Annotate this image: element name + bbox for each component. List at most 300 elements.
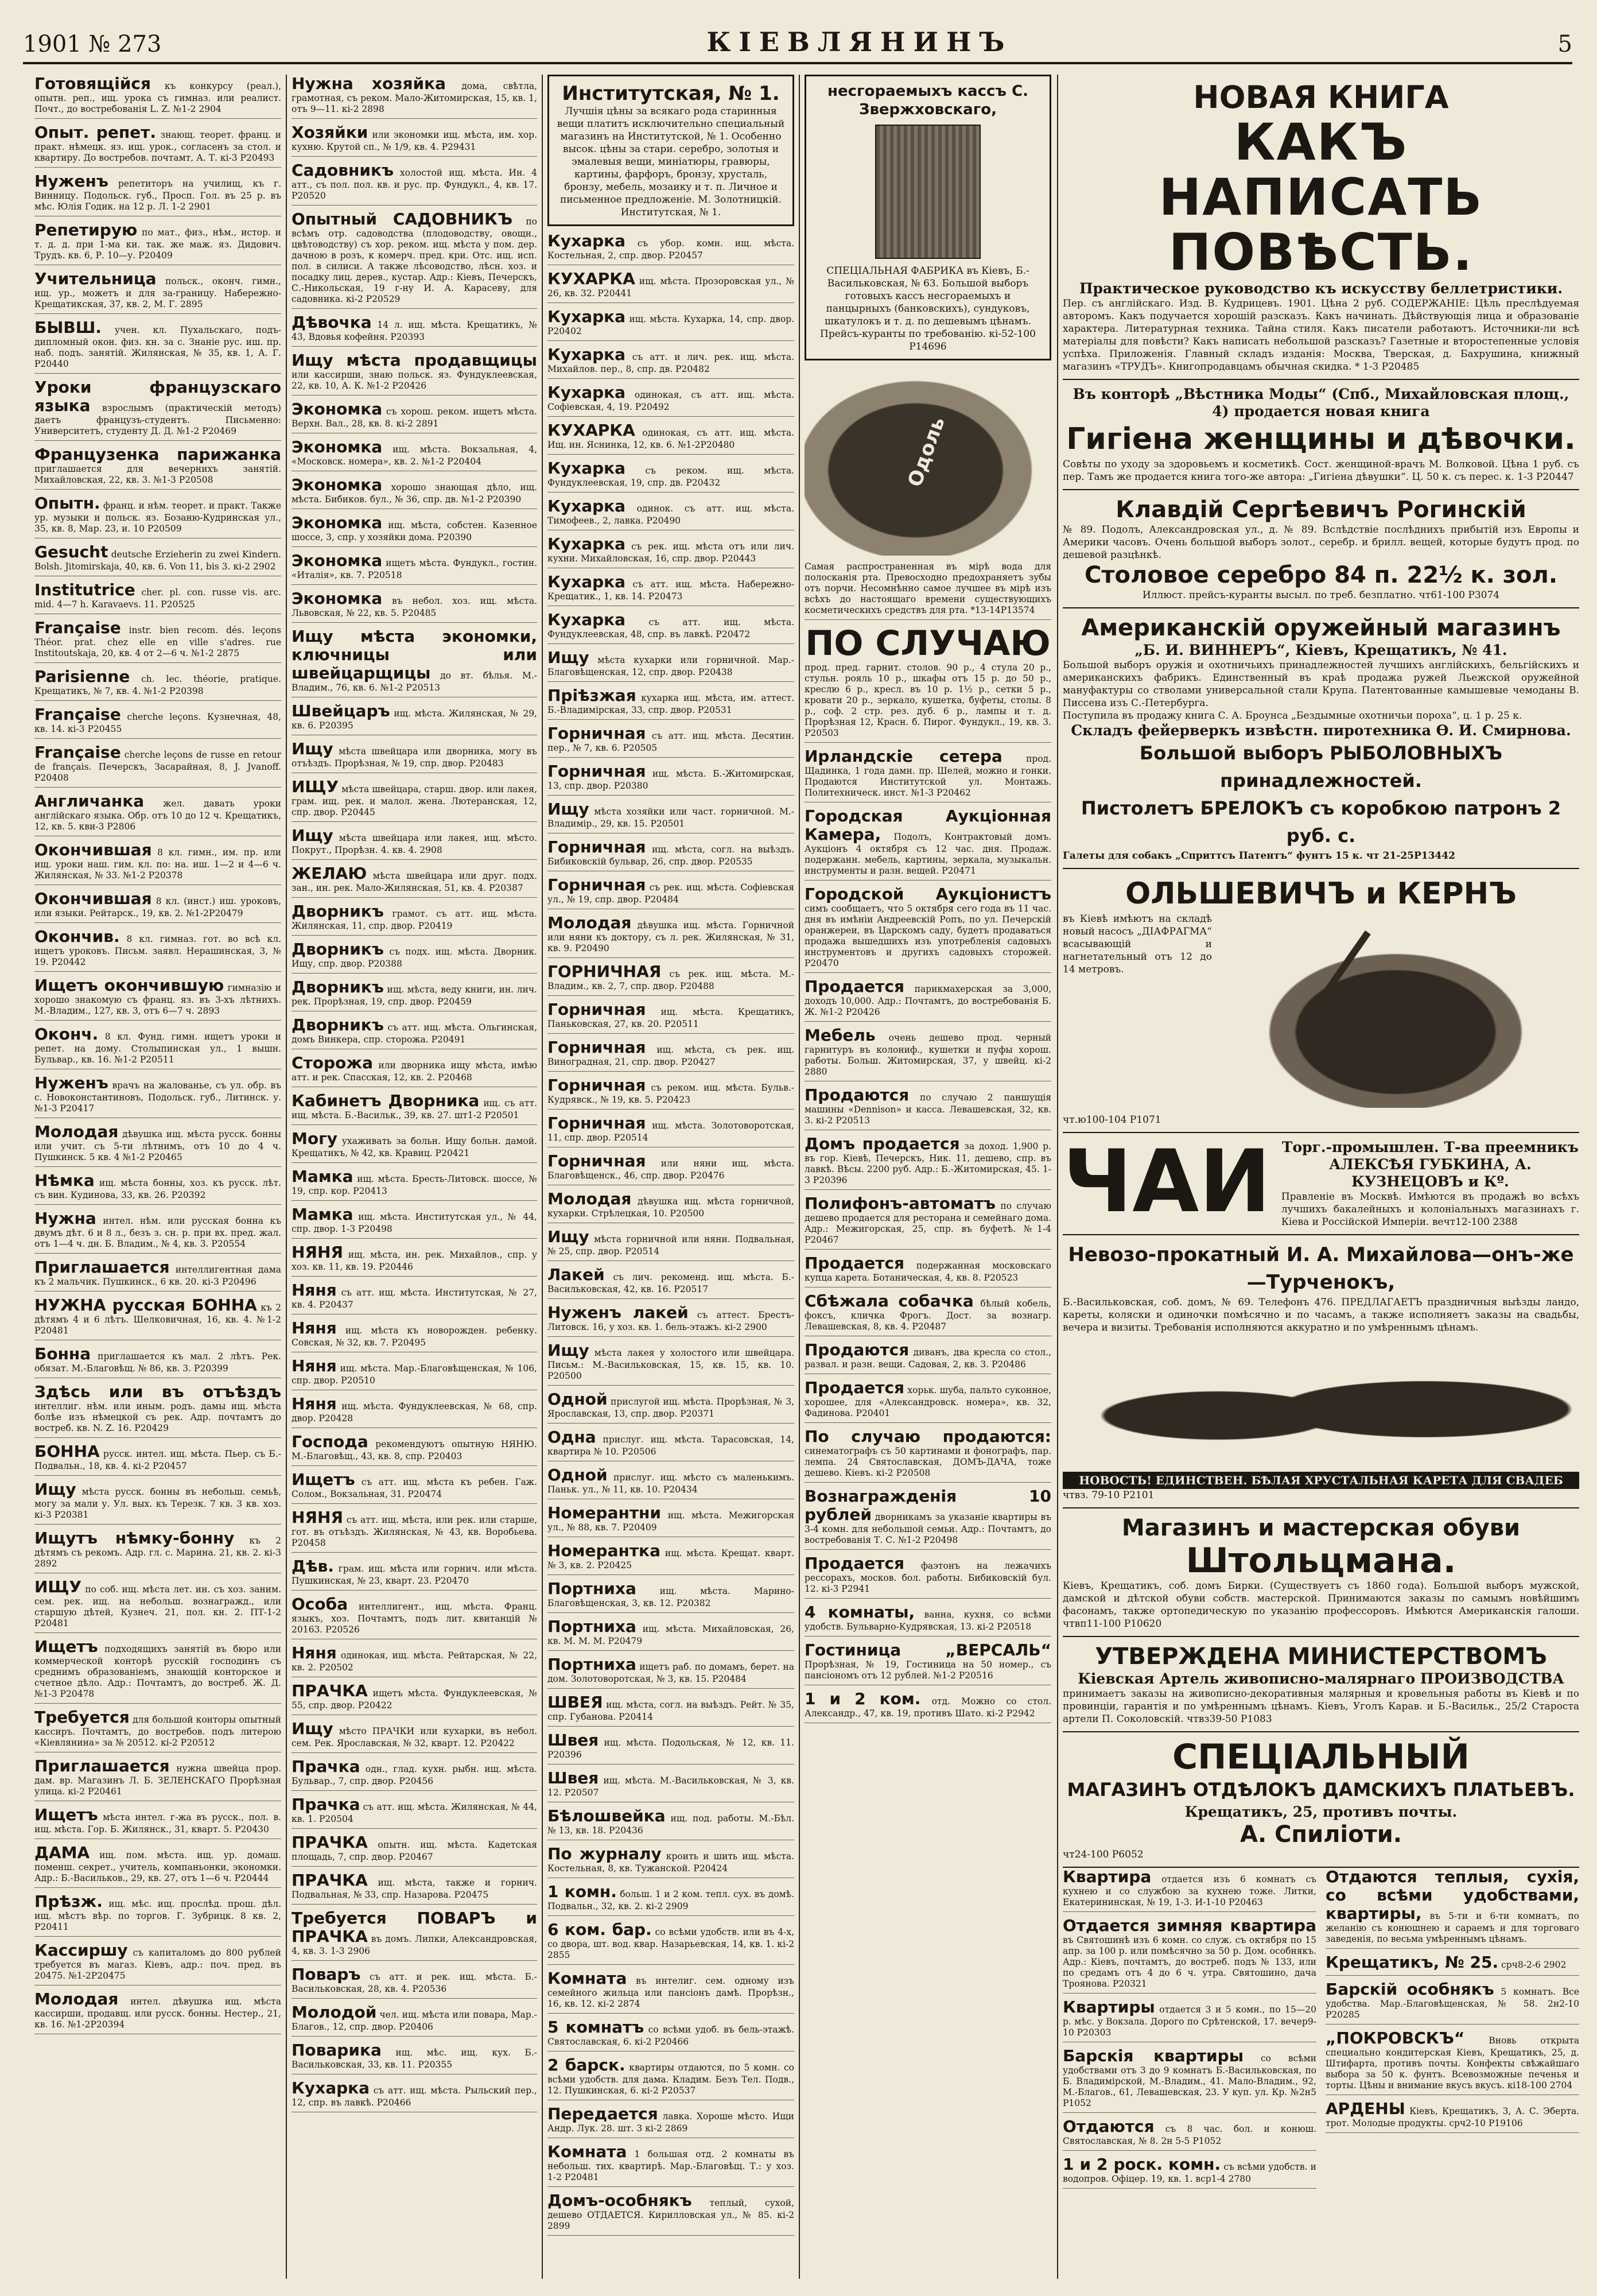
classified-ad [547, 535, 794, 568]
ad-text: для большой конторы опытный кассиръ. Почтамтъ, до востребов. подъ литерою «Кіевлянина» за № 20512. кі-2 Р20512 [34, 1715, 281, 1748]
ad-keyword: Здѣсь или въ отъѣздъ [34, 1382, 281, 1401]
ad-text: ищ. мѣс. ищ. прослѣд. прош. дѣл. ищ. мѣстъ вѣр. по торгов. Г. Зубрицк. 8 кв. 2, Р20411 [34, 1899, 281, 1932]
ad-text: интел. нѣм. или русская бонна къ двумъ дѣт. 6 и 8 л., безъ з. сн. р. при вх. пред. жал. отъ 1—4 ч. дн. Б. Владим., № 4, кв. 3. Р20554 [34, 1216, 281, 1249]
boxed-advert [547, 75, 794, 226]
ad-keyword: Швея [547, 1731, 599, 1750]
ad-text: съ атт. и лич. рек. ищ. мѣста. Михайлов. пер., 8, спр. дв. Р20482 [547, 352, 794, 374]
ad-text: грамот. съ атт. ищ. мѣста. Жилянская, 11, спр. двор. Р20419 [292, 909, 537, 931]
ad-keyword: „ПОКРОВСКЪ“ [1326, 2029, 1465, 2047]
advert-headline: несгораемыхъ кассъ С. Звержховскаго, [827, 83, 1028, 118]
spilioti-advert [1063, 1732, 1579, 1868]
ad-text: съ атт. ищ. мѣста къ ребен. Гаж. Солом., Вокзальная, 31. Р20474 [292, 1477, 537, 1499]
ad-text: мѣста интел. г-жа въ русск., пол. в. ищ. мѣста. Гор. Б. Жилянск., 31, кварт. 5. Р20430 [34, 1812, 281, 1835]
ad-text: отд. Можно со стол. Александр., 47, кв. 19, противъ Шато. кі-2 Р2942 [805, 1696, 1051, 1719]
ad-keyword: Продается [805, 1254, 905, 1273]
ad-keyword: Портниха [547, 1655, 636, 1674]
olshevich-text: въ Кіевѣ имѣютъ на складѣ новый насосъ „ДІАФРАГМА“ всасывающій и нагнетательный отъ 12 до 14 метровъ. [1063, 913, 1212, 975]
ad-keyword: Горничная [547, 875, 646, 894]
ad-keyword: Экономка [292, 551, 383, 570]
ad-text: къ 2 дѣтямъ 4 и 6 лѣтъ. Шелковичная, 16, кв. 4. №1-2 Р20481 [34, 1302, 281, 1336]
ad-text: симъ сообщаетъ, что 5 октября сего года въ 11 час. дня въ имѣніи Андреевскій Ропъ, по ул. Печерскій оранжереи, въ Царскомъ саду, будетъ продаваться продажа вышедшихъ изъ употребленія садовыхъ инструментовъ и другихъ садовыхъ сторожей. Р20470 [805, 903, 1051, 968]
classified-ad [547, 1076, 794, 1110]
ad-text: до вт. бѣлья. М.-Владим., 76, кв. 6. №1-2 Р20513 [292, 670, 537, 693]
classified-ad [292, 589, 537, 623]
ad-keyword: Дѣв. [292, 1557, 334, 1576]
ad-text: дѣвушка ищ. мѣста горничной, кухарки. Стрѣлецкая, 10. Р20500 [547, 1196, 794, 1219]
ad-keyword: Приглашается [34, 1756, 170, 1775]
classified-ad [1063, 2047, 1316, 2113]
ad-text: ищ. мѣста. Крещатикъ, Паньковская, 27, кв. 20. Р20511 [547, 1007, 794, 1029]
classified-ad [805, 978, 1051, 1022]
ad-keyword: Кухарка [547, 497, 626, 515]
ad-text: мѣста швейцара или друг. подх. зан., ин. рек. Мало-Жилянская, 51, кв. 4. Р20387 [292, 871, 537, 893]
ad-text: со всѣми удобствами отъ 3 до 9 комнатъ Б.-Васильковская, по Б. Владимірской, М.-Владим., 41. Мало-Владим., 92, М.-Благов., 61, Левашевская, 23. У куп. ул. Кр. №2н5 Р1052 [1063, 2053, 1316, 2108]
mikhailov-banner: НОВОСТЬ! ЕДИНСТВЕН. БѢЛАЯ ХРУСТАЛЬНАЯ КАРЕТА ДЛЯ СВАДЕБ [1063, 1472, 1579, 1489]
classified-ad [547, 1341, 794, 1386]
page-number: 5 [1557, 31, 1572, 57]
ad-text: ищ. мѣста. Подольская, № 12, кв. 11. Р20396 [547, 1737, 794, 1760]
classified-ad [34, 1258, 281, 1292]
classified-ad [34, 619, 281, 663]
ad-text: ищ. под. работы. М.-Бѣл. № 13, кв. 18. Р20436 [547, 1813, 794, 1836]
ad-keyword: Экономка [292, 400, 383, 418]
ad-keyword: Экономка [292, 437, 383, 456]
classified-ad [292, 351, 537, 395]
ad-keyword: Готовящійся [34, 75, 151, 93]
ad-text: ищ. мѣста. Мар.-Благовѣщенская, № 106, спр. двор. Р20510 [292, 1363, 537, 1386]
pump-illustration [1212, 918, 1579, 1108]
ad-keyword: Нуженъ лакей [547, 1303, 689, 1322]
ad-text: ищетъ мѣста. Фундукл., гостин. «Италія», кв. 7. Р20518 [292, 558, 537, 580]
column-rule [286, 75, 287, 2279]
ad-keyword: Parisienne [34, 667, 130, 686]
ad-keyword: Уроки французскаго языка [34, 378, 281, 415]
ad-text: нужна швейца прор. дам. вр. Магазинъ Л. Б. ЗЕЛЕНСКАГО Прорѣзная улица. кі-2 Р20461 [34, 1763, 281, 1797]
winner-advert [1063, 608, 1579, 869]
classified-ad [34, 123, 281, 168]
column-rule [1057, 75, 1058, 2279]
ad-keyword: Кухарка [547, 307, 626, 326]
olshevich-advert [1063, 869, 1579, 1133]
vestnik-text: Совѣты по уходу за здоровьемъ и косметикѣ. Сост. женщиной-врачъ М. Волковой. Цѣна 1 руб. съ пер. Тамъ же продается книга того-же автора: „Гигіена дѣвушки“. Ц. 50 к. съ перес. к. 1-3 Р20447 [1063, 459, 1579, 483]
ad-text: русск. интел. ищ. мѣста. Пьер. съ Б.-Подвальн., 18, кв. 4. кі-2 Р20457 [34, 1449, 281, 1471]
roginsky-header: Клавдій Сергѣевичъ Рогинскій [1116, 497, 1526, 523]
book-description: Пер. съ англійскаго. Изд. В. Кудрицевъ. 1901. Цѣна 2 руб. СОДЕРЖАНІЕ: Цѣль преслѣдуемая авторомъ. Какъ подучается хорошій разсказъ. Какъ начинать. Дѣйствующія лица и образованіе характера. Литературная техника. Тайна стиля. Какъ писатели работаютъ. Источники-ли всѣ матеріалы для повѣсти? Какъ написать небольшой разсказъ? Газетные и второстепенные условія успѣха. Приложенія. Главный складъ изданія: Москва, Тверская, д. Бахрушина, книжный магазинъ «ТРУДЪ». Книгопродавцамъ обычная скидка. * 1-3 Р20485 [1063, 298, 1579, 373]
classified-ad [547, 1921, 794, 1965]
ad-keyword: 5 комнатъ [547, 2018, 644, 2037]
ad-text: подходящихъ занятій въ бюро или коммерческой конторѣ русскій господинъ съ среднимъ образованіемъ, знающій конторское и счетное дѣло. Адр.: Почтамтъ, до востреб. Ж. Д. №1-3 Р20478 [34, 1644, 281, 1699]
ad-keyword: Мамка [292, 1205, 353, 1224]
ministry-advert [1063, 1637, 1579, 1732]
classified-ad [547, 1883, 794, 1916]
ad-text: ищ. мѣста. Фундуклеевская, № 68, спр. двор. Р20428 [292, 1401, 537, 1424]
classified-ad [292, 702, 537, 735]
classified-ad [547, 2143, 794, 2187]
ad-text: ищ. мѣста. Золотоворотская, 11, спр. двор. Р20514 [547, 1120, 794, 1143]
ad-text: рекомендуютъ опытную НЯНЮ. М.-Благовѣщ., 43, кв. 8, спр. Р20403 [292, 1439, 537, 1461]
classified-ad [34, 1990, 281, 2034]
ad-keyword: Ищу [547, 1227, 589, 1246]
ad-keyword: Бонна [34, 1344, 91, 1363]
ad-text: ищ. мѣста. Вокзальная, 4, «Московск. номера», кв. 2. №1-2 Р20404 [292, 444, 537, 467]
ad-keyword: Особа [292, 1595, 348, 1614]
ad-keyword: Française [34, 618, 121, 637]
ad-text: съ реком. ищ. мѣста. Фундуклеевская, 19, спр. дв. Р20432 [547, 466, 794, 488]
ad-text: ищ. мѣста, согл. на выѣздъ. Рейт. № 35, спр. Губанова. Р20414 [547, 1700, 794, 1722]
olshevich-note: чт.ю100-104 Р1071 [1063, 1114, 1161, 1126]
ad-text: одинокая, съ атт. ищ. мѣста. Ищ. ин. Яснинка, 12, кв. 6. №1-2Р20480 [547, 428, 794, 450]
classified-ad [547, 421, 794, 455]
ad-text: съ хорош. реком. ищетъ мѣста. Верхн. Вал., 28, кв. 8. кі-2 2891 [292, 406, 537, 429]
shoes-header: Магазинъ и мастерская обуви [1121, 1515, 1521, 1541]
classified-ad [547, 724, 794, 758]
classified-ad [34, 1892, 281, 1937]
classified-ad [34, 1074, 281, 1118]
ad-keyword: Горничная [547, 1151, 646, 1170]
classified-ad [292, 438, 537, 471]
safe-illustration [875, 125, 981, 259]
classified-ad [34, 221, 281, 265]
ad-text: репетиторъ на училищ, къ г. Винницу. Подольск. губ., Просп. Гол. въ 25 р. въ мѣс. Юлія Годик. на 12 р. Л. 1-2 2901 [34, 179, 281, 212]
mikhailov-note: чтвз. 79-10 Р2101 [1063, 1490, 1155, 1501]
vestnik-advert [1063, 380, 1579, 490]
ad-text: опытн. ищ. мѣста. Кадетская площадь, 7, спр. двор. Р20467 [292, 1840, 537, 1862]
ad-keyword: БОННА [34, 1442, 100, 1461]
classified-ad [292, 1965, 537, 1999]
ad-keyword: Дворникъ [292, 902, 384, 921]
newspaper-title: КІЕВЛЯНИНЪ [706, 26, 1013, 57]
ad-keyword: Портниха [547, 1579, 636, 1598]
ad-text: подержанная московскаго купца карета. Ботаническая, 4, кв. 8. Р20523 [805, 1261, 1051, 1283]
ad-keyword: Кухарка [547, 231, 626, 250]
ad-text: мѣсто ПРАЧКИ или кухарки, въ небол. сем. Рек. Ярославская, № 32, кварт. 12. Р20422 [292, 1726, 537, 1748]
ad-keyword: НЯНЯ [292, 1243, 343, 1262]
ad-keyword: Пріѣзжая [547, 686, 636, 705]
classified-ad [34, 1480, 281, 1525]
ad-keyword: Квартира [1063, 1867, 1152, 1886]
classified-ad [547, 1693, 794, 1727]
classified-ad [34, 1123, 281, 1167]
ad-keyword: Требуется ПОВАРЪ и ПРАЧКА [292, 1909, 537, 1946]
classified-ad [34, 1578, 281, 1633]
ad-keyword: ПРАЧКА [292, 1833, 368, 1852]
classified-ad [805, 1086, 1051, 1130]
column-5 [1063, 75, 1579, 2279]
classified-ad [34, 1529, 281, 1573]
ad-keyword: Ищу мѣста продавщицы [292, 351, 537, 370]
ad-text: въ небол. хоз. ищ. мѣста. Львовская, № 22, кв. 5. Р20485 [292, 596, 537, 618]
ad-text: съ атт. ищ. мѣста. Ольгинская, домъ Винкера, спр. сторожа. Р20491 [292, 1022, 537, 1045]
ad-text: со всѣми удобств. или въ 4-х, со двора, шт. вод. квар. Назарьевская, 14, кв. 1. кі-2 2855 [547, 1927, 794, 1960]
ad-keyword: Горничная [547, 1038, 646, 1057]
roginsky-text: № 89. Подолъ, Александровская ул., д. № 89. Вслѣдствіе послѣднихъ прибытій изъ Европы и Америки часовъ. Очень большой выборъ золот., серебр. и брилл. вещей, которые будутъ прод. по дешевой разцѣнкѣ. [1063, 524, 1579, 561]
vestnik-header: Въ конторѣ „Вѣстника Моды“ (Спб., Михайловская площ., 4) продается новая книга [1073, 386, 1569, 420]
ad-keyword: КУХАРКА [547, 269, 635, 288]
classified-ad [34, 1383, 281, 1438]
ad-keyword: Бѣлошвейка [547, 1806, 666, 1825]
classified-ad [547, 1655, 794, 1689]
ad-keyword: Номерантни [547, 1503, 662, 1522]
ad-text: кухарка ищ. мѣста, им. аттест. Б.-Владимірская, 33, спр. двор. Р20531 [547, 693, 794, 715]
classified-ad [805, 1194, 1051, 1250]
classified-ad [547, 1428, 794, 1461]
classified-ad [34, 494, 281, 538]
classified-ad [292, 400, 537, 433]
ad-text: съ убор. комн. ищ. мѣста. Костельная, 2, спр. двор. Р20457 [547, 238, 794, 261]
ad-keyword: Поварика [292, 2041, 382, 2060]
shoes-text: Кіевъ, Крещатикъ, соб. домъ Бирки. (Существуетъ съ 1860 года). Большой выборъ мужской, дамской и дѣтской обуви собств. мастерской. Принимаются заказы по самымъ новѣйшимъ фасонамъ, также ортопедическую по указанію профессоровъ. Имѣются Американскія галоши. чтвп11-100 Р10620 [1063, 1580, 1579, 1630]
classified-ad [292, 627, 537, 697]
winner-spratt: Галеты для собакъ „Сприттсъ Патентъ“ фунтъ 15 к. чт 21-25Р13442 [1063, 850, 1455, 862]
ad-keyword: Мебель [805, 1026, 876, 1045]
ad-text: deutsche Erzieherin zu zwei Kindern. Bolsh. Jitomirskaja, 40, кв. 6. Von 11, bis 3. кі-2 2902 [34, 549, 281, 572]
ad-keyword: Требуется [34, 1708, 130, 1727]
classified-ad [292, 1054, 537, 1087]
ad-keyword: Кухарка [292, 2078, 370, 2097]
ad-keyword: ИЩУ [292, 777, 339, 796]
ad-text: съ атт. ищ. мѣста. Фундуклеевская, 48, спр. въ лавкѣ. Р20472 [547, 617, 794, 639]
ad-keyword: Нуженъ [34, 172, 108, 191]
ad-text: 8 кл. гимн., им. пр. или ищ. уроки наш. гим. кл. по: на. иш. 1—2 и 4—6 ч. Жилянская, № 33. №1-2 Р20378 [34, 847, 281, 881]
column-2 [292, 75, 537, 2279]
ad-keyword: Барскія квартиры [1063, 2046, 1244, 2065]
classified-ad [1326, 2029, 1579, 2095]
classified-ad [34, 928, 281, 972]
ad-text: ищетъ мѣста. Фундуклеевская, № 55, спр. двор. Р20422 [292, 1688, 537, 1711]
mikhailov-advert [1063, 1235, 1579, 1508]
classified-ad [805, 747, 1051, 802]
classified-ad [547, 1038, 794, 1072]
column-4 [805, 75, 1051, 2279]
classified-ad [292, 1092, 537, 1125]
classified-ad [547, 1769, 794, 1802]
classified-ad [34, 1844, 281, 1888]
classified-ad [547, 1114, 794, 1147]
ad-keyword: Няня [292, 1281, 337, 1300]
classified-ad [34, 743, 281, 788]
ad-text: приглашается для вечернихъ занятій. Михайловская, 22, кв. 3. №1-3 Р20508 [34, 464, 281, 485]
ad-keyword: Ищутъ нѣмку-бонну [34, 1529, 235, 1548]
winner-fish: Большой выборъ РЫБОЛОВНЫХЪ принадлежностей. [1139, 742, 1503, 792]
bottom-ads [1063, 1868, 1579, 2193]
classified-ad [292, 1016, 537, 1049]
ad-text: съ атт. ищ. мѣста. Набережно-Крещатик., 1, кв. 14. Р20473 [547, 579, 794, 602]
classified-ad [805, 1292, 1051, 1336]
ad-keyword: Домъ-особнякъ [547, 2191, 692, 2210]
ad-keyword: Отдается зимняя квартира [1063, 1916, 1316, 1935]
ad-keyword: Дѣвочка [292, 313, 372, 332]
classified-ad [547, 1542, 794, 1575]
ad-keyword: Городской Аукціонистъ [805, 885, 1051, 903]
classified-ad [547, 383, 794, 417]
ad-keyword: Ищетъ [292, 1470, 355, 1489]
ad-text: приглашается къ мал. 2 лѣтъ. Рек. обязат. М.-Благовѣщ. № 86, кв. 3. Р20399 [34, 1351, 281, 1374]
classified-ad [547, 573, 794, 606]
ad-text: интел. дѣвушка ищ. мѣста кассирши, продавщ. или русск. бонны. Нестер., 21, кв. 16. №1-2Р20394 [34, 1996, 281, 2030]
winner-header: Американскій оружейный магазинъ [1081, 615, 1561, 641]
odol-advert [805, 366, 1051, 620]
classified-ad [1326, 1953, 1579, 1976]
classified-ad [34, 792, 281, 836]
classified-ad [547, 459, 794, 492]
classified-ad [1326, 1868, 1579, 1949]
ad-keyword: Кухарка [547, 610, 626, 629]
ministry-sub: Кіевская Артель живописно-малярнаго ПРОИЗВОДСТВА [1078, 1670, 1564, 1687]
classified-ad [805, 1135, 1051, 1190]
ad-text: ищ. мѣс. ищ. кух. Б.-Васильковская, 33, кв. 11. Р20355 [292, 2047, 537, 2070]
classified-ad [805, 1641, 1051, 1685]
ad-text: прод. пред. гарнит. столов. 90 р., 4 стула 20 р., стульн. рояль 10 р., шкафы отъ 15 р. до 50 р., креслю 6 р., кресл. въ 10 р. 1½ р., сетки 5 р., кровати 20 р., зеркало, кушетка, буфеты, столы. 8 р., соф. 2 стр. рез. дуб. 6 р., лампы и т. д. Прорѣзная 12, Красн. б. Пирог. Фундукл., 19, кв. 3. Р20503 [805, 662, 1051, 738]
ad-text: съ лич. рекоменд. ищ. мѣста. Б.-Васильковская, 42, кв. 16. Р20517 [547, 1272, 794, 1294]
advert-headline: Институтская, № 1. [562, 82, 780, 105]
ad-text: лавка. Хороше мѣсто. Ищи Андр. Лук. 28. шт. 3 кі-2 2869 [547, 2111, 794, 2134]
ad-text: ищ. съ атт. ищ. мѣста. Б.-Васильк., 39, кв. 27. шт1-2 Р20501 [292, 1098, 537, 1120]
ad-keyword: Ищетъ [34, 1805, 98, 1824]
winner-name: „Б. И. ВИННЕРЪ“, Кіевъ, Крещатикъ, № 41. [1134, 642, 1507, 658]
classified-ad [547, 1580, 794, 1613]
classified-ad [292, 1130, 537, 1163]
ad-text: отдается изъ 6 комнатъ съ кухнею и со службою за кухнею тоже. Литки, Екатерининская, № 19, 1-3. И-1-10 Р20463 [1063, 1874, 1316, 1907]
classified-ad [547, 1190, 794, 1223]
winner-text: Большой выборъ оружія и охотничьихъ принадлежностей лучшихъ англійскихъ, бельгійскихъ и американскихъ фабрикъ. Единственный въ краѣ продажа ружей Льежской оружейной мануфактуры со стволами универсальной стали Крупа. Патентованные камышевые чемоданы В. Писсена изъ С.-Петербурга. [1063, 660, 1579, 709]
classified-ad [292, 902, 537, 936]
classified-ad [292, 1319, 537, 1352]
classified-ad [292, 778, 537, 822]
ad-text: ищ. мѣста, также и горнич. Подвальная, № 33, спр. Назарова. Р20475 [292, 1878, 537, 1900]
ad-text: ищ. мѣста. Прозоровская ул., № 26, кв. 32. Р20441 [547, 276, 794, 298]
ad-text: интеллиг. нѣм. или иным. родъ. дамы ищ. мѣста болѣе изъ нѣмецкой съ рек. Адр. почтамтъ до востреб. кв. N. Z. 16. Р20429 [34, 1401, 281, 1433]
ad-keyword: Нѣмка [34, 1171, 95, 1190]
ad-keyword: Сторожа [292, 1053, 374, 1072]
classified-ad [34, 445, 281, 490]
ad-text: мѣста лакея у холостого или швейцара. Письм.: М.-Васильковская, 15, кв. 15, кв. 10. Р20500 [547, 1348, 794, 1381]
ad-text: хорьк. шуба, пальто суконное, хорошее, для «Александровск. номера», кв. 32, Фадинова. Р20401 [805, 1385, 1051, 1418]
ad-keyword: АРДЕНЫ [1326, 2099, 1405, 2118]
ad-keyword: Продается [805, 977, 905, 996]
ad-keyword: Горничная [547, 837, 646, 856]
winner-sklad: Складъ фейерверкъ извѣстн. пиротехника Ѳ. И. Смирнова. [1071, 722, 1571, 739]
bottom-ads-right [1326, 1868, 1579, 2193]
ad-keyword: Молодая [547, 1189, 632, 1208]
ad-keyword: Французенка парижанка [34, 445, 281, 464]
classified-ad [547, 2192, 794, 2236]
classified-ad [805, 885, 1051, 973]
ad-keyword: 1 и 2 ком. [805, 1689, 921, 1708]
classified-ad [34, 1941, 281, 1985]
ad-keyword: Комната [547, 1969, 627, 1988]
ad-text: Кіевъ, Крещатикъ, 3, А. С. Эберта. трот. Молодые продукты. срч2-10 Р19106 [1326, 2106, 1579, 2128]
classified-ad [292, 1682, 537, 1715]
ad-keyword: Ищу [547, 1341, 589, 1360]
book-title: КАКЪ НАПИСАТЬ ПОВѢСТЬ. [1159, 113, 1483, 282]
ad-text: ищ. пом. мѣста. ищ. ур. домаш. поменш. секрет., учитель, компаньонки, экономки. Адр.: Б.-Васильков., 29, кв. 27, отъ 1—6 ч. Р20444 [34, 1850, 281, 1883]
ad-keyword: Отдаются [1063, 2117, 1155, 2136]
ad-text: фаэтонъ на лежачихъ рессорахъ, москов. бол. работы. Бибиковскій бул. 12. кі-3 Р2941 [805, 1561, 1051, 1594]
ad-text: дворникамъ за указаніе квартиры въ 3-4 комн. для небольшой семьи. Адр.: Почтамтъ, до востребованія Т. С. №1-2 Р20498 [805, 1512, 1051, 1545]
shoes-advert [1063, 1508, 1579, 1637]
classified-ad [547, 1304, 794, 1337]
ad-text: къ 2 дѣтямъ съ рекомъ. Адр. гл. с. Марина. 21, кв. 2. кі-3 2892 [34, 1535, 281, 1569]
odol-bottle-illustration [805, 366, 1051, 556]
classified-ad [805, 1428, 1051, 1483]
classified-ad [34, 1025, 281, 1069]
classified-ad [34, 75, 281, 119]
ad-text: съ аттест. Брестъ-Литовск. 16, у хоз. кв. 1. бель-этажъ. кі-2 2900 [547, 1310, 794, 1332]
ad-text: учен. кл. Пухальскаго, подъ-дипломный окон. физ. кн. за с. Знаніе рус. иш. пр. наб. подъ. занятій. Жилянская, № 35, кв. 1, А. Г. Р20440 [34, 325, 281, 369]
ad-text: франц. и нѣм. теорет. и практ. Также ур. музыки и польск. яз. Бозаню-Кудринская ул., 35, кв. 8, Мар. 23, и. 10 Р20509 [34, 501, 281, 534]
ad-text: съ капиталомъ до 800 рублей требуется въ магаз. Кіевъ, адр.: поч. пред. въ 20475. №1-2Р20475 [34, 1948, 281, 1981]
ad-text: мѣста швейцара, старш. двор. или лакея, грам. ищ. рек. и малол. жена. Лютеранская, 12, спр. двор. Р20445 [292, 784, 537, 817]
ad-text: за доход. 1,900 р. въ гор. Кіевѣ, Печерскъ, Ник. 11, дешево, спр. въ лавкѣ. Вѣсы. 2200 руб. Адр.: Б.-Житомирская, 45. 1-3 Р20396 [805, 1141, 1051, 1185]
ad-keyword: Поваръ [292, 1965, 361, 1984]
ad-text: дѣвушка ищ. мѣста. Горничной или няни къ доктору, съ л. рек. Жилянская, № 31, кв. 9. Р20490 [547, 920, 794, 953]
ad-keyword: Крещатикъ, № 25. [1326, 1953, 1499, 1972]
ad-text: ищ. мѣста. Кухарка, 14, спр. двор. Р20402 [547, 314, 794, 336]
mikhailov-header: Невозо-прокатный И. А. Михайлова—онъ-же—Турченокъ, [1068, 1243, 1574, 1294]
ad-text: жел. давать уроки англійскаго языка. Обр. отъ 10 до 12 ч. Крещатикъ, 12, кв. 5. кви-3 Р2806 [34, 798, 281, 832]
ad-keyword: Домъ продается [805, 1134, 960, 1153]
ad-text: съ атт. и рек. ищ. мѣста. Б.-Васильковская, 28, кв. 4. Р20536 [292, 1972, 537, 1994]
ad-keyword: Продается [805, 1378, 905, 1397]
winner-pistol: Пистолетъ БРЕЛОКЪ съ коробкою патронъ 2 руб. с. [1081, 797, 1561, 847]
ad-text: съ рек. ищ. мѣста. М.-Владим., кв. 2, 7, спр. двор. Р20488 [547, 969, 794, 991]
ad-text: бѣлый кобель, фоксъ, кличка Фрогъ. Дост. за вознагр. Левашевская, 8, кв. 4. Р20487 [805, 1298, 1051, 1332]
ad-text: или дворника ищу мѣста, имѣю атт. и рек. Спасская, 12, кв. 2. Р20468 [292, 1060, 537, 1083]
ad-text: ищ. мѣста. М.-Васильковская, № 3, кв. 12. Р20507 [547, 1775, 794, 1798]
ad-keyword: Няня [292, 1394, 337, 1413]
ad-text: дома, свѣтла, грамотная, съ реком. Мало-Житомирская, 15, кв. 1, отъ 9—11. кі-2 2898 [292, 81, 537, 114]
ad-keyword: Сбѣжала собачка [805, 1292, 974, 1310]
classified-ad [292, 123, 537, 157]
ad-keyword: Дворникъ [292, 1015, 384, 1034]
classified-ad [1063, 1998, 1316, 2042]
ad-keyword: Швейцаръ [292, 701, 390, 720]
ad-text: или няни ищ. мѣста. Благовѣщенск., 46, спр. двор. Р20476 [547, 1158, 794, 1181]
classified-ad [1063, 2117, 1316, 2151]
ad-keyword: Городская Аукціонная Камера, [805, 806, 1051, 844]
issue-date-number: 1901 № 273 [23, 31, 162, 57]
ad-text: ищетъ раб. по домамъ, берет. на дом. Золотоворотская, № 3, кв. 15. Р20484 [547, 1662, 794, 1684]
ad-keyword: Молодая [547, 913, 632, 932]
ad-text: ванна, кухня, со всѣми удобств. Бульварно-Кудрявская, 13. кі-2 Р20518 [805, 1609, 1051, 1632]
ad-text: 5 комнатъ. Все удобства. Мар.-Благовѣщенская, № 58. 2н2-10 Р20285 [1326, 1987, 1579, 2020]
ad-keyword: Англичанка [34, 792, 145, 810]
ad-keyword: Экономка [292, 475, 383, 494]
classified-ad [805, 807, 1051, 881]
ad-keyword: Номерантка [547, 1541, 660, 1560]
ad-text: парикмахерская за 3,000, доходъ 10,000. Адр.: Почтамтъ, до востребованія Б. Ж. №1-2 Р20426 [805, 984, 1051, 1017]
ad-keyword: Горничная [547, 1076, 646, 1095]
ad-text: грам. ищ. мѣста или горнич. или мѣста. Пушкинская, № 23, кварт. 23. Р20470 [292, 1564, 537, 1586]
classified-ad [292, 1909, 537, 1961]
ad-keyword: Продаются [805, 1085, 910, 1104]
classified-ad [292, 552, 537, 585]
ad-keyword: Опыт. репет. [34, 123, 157, 142]
ad-keyword: Вознагражденія 10 рублей [805, 1487, 1051, 1524]
ad-text: ch. lec. théorie, pratique. Крещатикъ, № 7, кв. 4. №1-2 Р20398 [34, 674, 281, 696]
ad-keyword: Приглашается [34, 1258, 170, 1277]
ad-keyword: НУЖНА русская БОННА [34, 1296, 257, 1314]
spilioti-sub: МАГАЗИНЪ ОТДѢЛОКЪ ДАМСКИХЪ ПЛАТЬЕВЪ. [1067, 1779, 1575, 1801]
ad-text: мѣста кухарки или горничной. Мар.-Благовѣщенская, 12, спр. двор. Р20438 [547, 655, 794, 677]
ad-text: диванъ, два кресла со стол., развал. и разн. вещи. Садовая, 2, кв. 3. Р20486 [805, 1347, 1051, 1370]
classified-ad [292, 161, 537, 205]
ad-text: ищ. мѣста. Михайловская, 26, кв. М. М. М. Р20479 [547, 1624, 794, 1646]
ad-keyword: Ищу [547, 800, 589, 819]
ad-keyword: Ирландскіе сетера [805, 747, 1003, 766]
ad-text: прислуг. ищ. мѣста. Тарасовская, 14, квартира № 10. Р20506 [547, 1434, 794, 1457]
ad-keyword: Ищу [547, 648, 589, 667]
